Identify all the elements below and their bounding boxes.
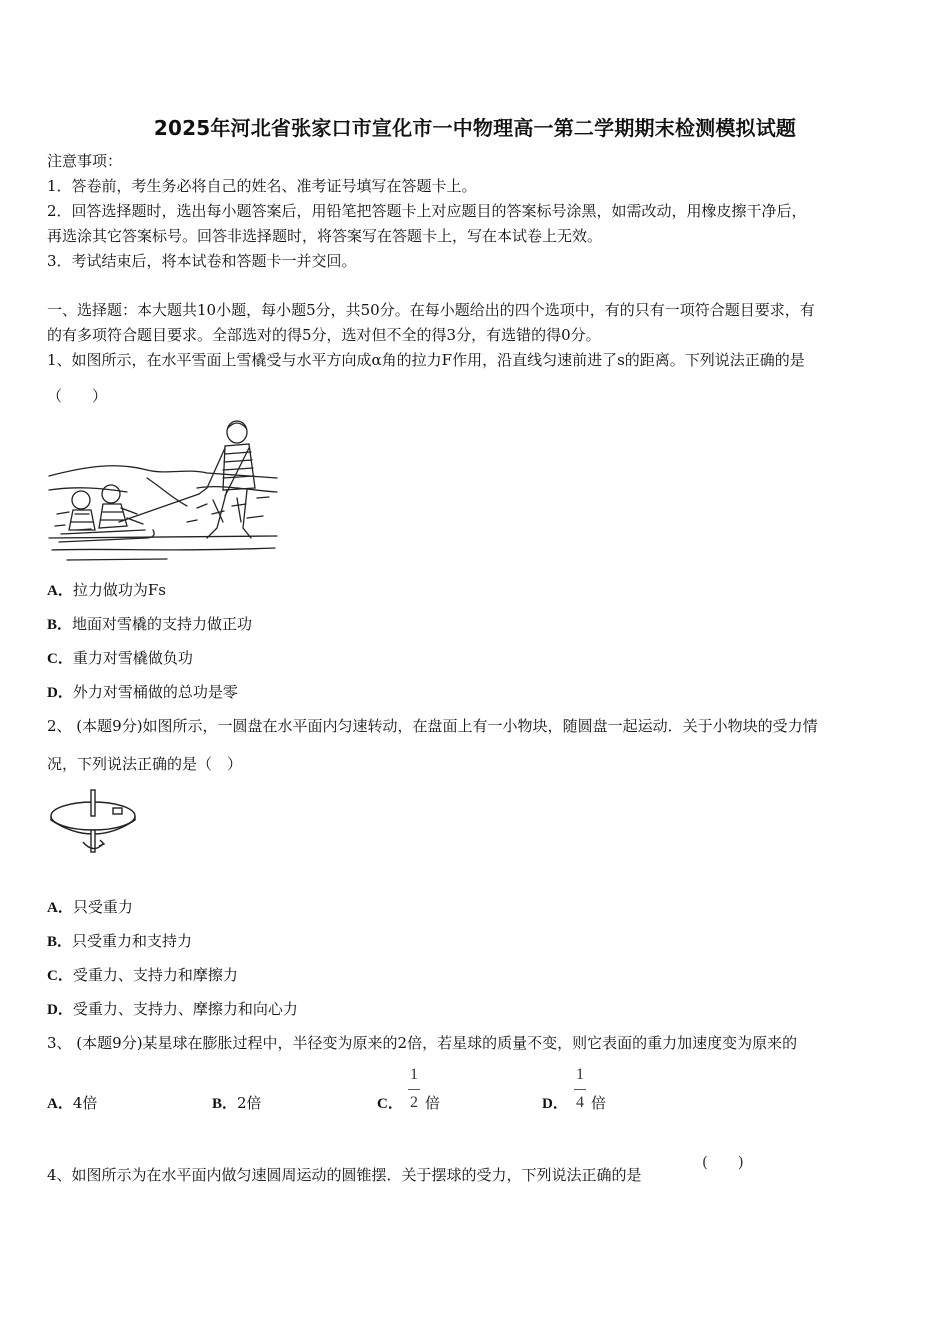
- exam-title: 2025年河北省张家口市宣化市一中物理高一第二学期期末检测模拟试题: [153, 116, 797, 140]
- question-2-option-a: [47, 897, 133, 918]
- option-letter: A．: [47, 900, 73, 916]
- turntable-figure: [47, 788, 142, 860]
- option-letter: C．: [47, 651, 73, 667]
- question-2-option-b: [47, 931, 192, 952]
- fraction-denominator: 2: [410, 1094, 418, 1111]
- option-letter: B．: [47, 617, 73, 633]
- question-3-option-b: [212, 1093, 262, 1114]
- notice-item: 2．回答选择题时，选出每小题答案后，用铅笔把答题卡上对应题目的答案标号涂黑，如需改动，用橡皮擦干净后，: [47, 202, 807, 220]
- section-intro: 的有多项符合题目要求。全部选对的得5分，选对但不全的得3分，有选错的得0分。: [47, 326, 601, 344]
- option-text: 倍: [591, 1094, 607, 1112]
- option-letter: B．: [212, 1096, 238, 1112]
- notice-heading: 注意事项：: [47, 152, 123, 170]
- question-2-stem: 2、 (本题9分)如图所示，一圆盘在水平面内匀速转动，在盘面上有一小物块，随圆盘一起运动．关于小物块的受力情: [47, 717, 818, 735]
- fraction-numerator: 1: [410, 1066, 418, 1083]
- fraction-denominator: 4: [576, 1094, 584, 1111]
- question-2-option-c: [47, 965, 238, 986]
- option-letter: D．: [542, 1096, 568, 1112]
- fraction-bar: [408, 1089, 420, 1090]
- option-text: 拉力做功为Fs: [72, 581, 166, 599]
- question-4-paren: ( ): [702, 1153, 744, 1171]
- option-text: 2倍: [237, 1094, 262, 1112]
- option-text: 受重力、支持力和摩擦力: [72, 966, 238, 984]
- question-1-paren: （ ）: [47, 387, 108, 405]
- question-4-stem: 4、如图所示为在水平面内做匀速圆周运动的圆锥摆．关于摆球的受力，下列说法正确的是: [47, 1166, 642, 1184]
- option-text: 只受重力: [72, 898, 133, 916]
- option-letter: C．: [47, 968, 73, 984]
- option-text: 只受重力和支持力: [72, 932, 193, 950]
- option-text: 受重力、支持力、摩擦力和向心力: [72, 1000, 298, 1018]
- fraction-bar: [574, 1089, 586, 1090]
- option-text: 4倍: [72, 1094, 98, 1112]
- option-text: 重力对雪橇做负功: [72, 649, 193, 667]
- notice-item: 1．答卷前，考生务必将自己的姓名、准考证号填写在答题卡上。: [47, 177, 477, 195]
- question-2-option-d: [47, 999, 298, 1020]
- question-1-option-d: [47, 682, 238, 703]
- option-letter: C．: [377, 1096, 403, 1112]
- question-3-stem: 3、 (本题9分)某星球在膨胀过程中，半径变为原来的2倍，若星球的质量不变，则它表面的重力加速度变为原来的: [47, 1034, 798, 1052]
- fraction-numerator: 1: [576, 1066, 584, 1083]
- option-text: 地面对雪橇的支持力做正功: [72, 615, 253, 633]
- option-letter: D．: [47, 685, 73, 701]
- notice-item: 3．考试结束后，将本试卷和答题卡一并交回。: [47, 252, 357, 270]
- option-letter: B．: [47, 934, 73, 950]
- question-1-option-b: [47, 614, 252, 635]
- option-text: 倍: [425, 1094, 441, 1112]
- question-1-stem: 1、如图所示，在水平雪面上雪橇受与水平方向成α角的拉力F作用，沿直线匀速前进了s的距离。下列说法正确的是: [47, 351, 805, 369]
- question-1-option-a: [47, 580, 166, 601]
- notice-item: 再选涂其它答案标号。回答非选择题时，将答案写在答题卡上，写在本试卷上无效。: [47, 227, 603, 245]
- option-letter: D．: [47, 1002, 73, 1018]
- question-2-stem-cont: 况，下列说法正确的是（ ）: [47, 755, 243, 773]
- question-3-option-d: [542, 1093, 568, 1114]
- sled-figure: [47, 418, 279, 566]
- option-text: 外力对雪桶做的总功是零: [72, 683, 238, 701]
- section-intro: 一、选择题：本大题共10小题，每小题5分，共50分。在每小题给出的四个选项中，有的只有一项符合题目要求，有: [47, 301, 815, 319]
- question-1-option-c: [47, 648, 193, 669]
- option-letter: A．: [47, 1096, 73, 1112]
- question-3-option-a: [47, 1093, 97, 1114]
- option-letter: A．: [47, 583, 73, 599]
- question-3-option-c: [377, 1093, 403, 1114]
